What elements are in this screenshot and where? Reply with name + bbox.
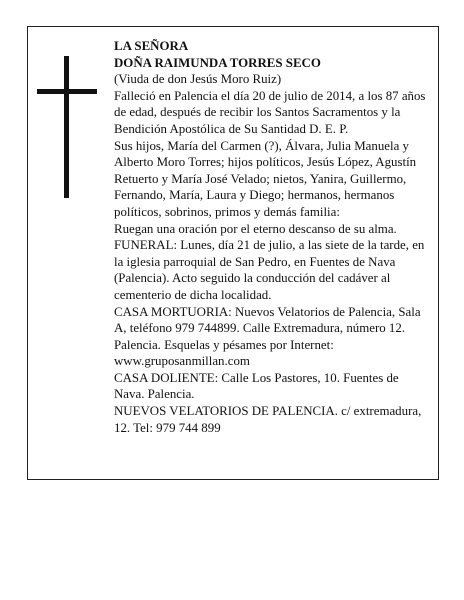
velatorios-paragraph: NUEVOS VELATORIOS DE PALENCIA. c/ extremadura, 12. Tel: 979 744 899 — [114, 404, 422, 435]
funeral-paragraph: FUNERAL: Lunes, día 21 de julio, a las siete de la tarde, en la iglesia parroquial de San Pedro, en Fuentes de Nava (Palencia). Acto seguido la conducción del cadáver al cementerio de dicha localidad. — [114, 238, 425, 302]
deceased-name: DOÑA RAIMUNDA TORRES SECO — [114, 55, 321, 70]
family-paragraph: Sus hijos, María del Carmen (?), Álvara, Julia Manuela y Alberto Moro Torres; hijos políticos, Jesús López, Agustín Retuerto y María José Velado; nietos, Yanira, Guillermo, Fernando, María, Laura y Diego; hermanos, hermanos políticos, sobrinos, primos y demás familia: — [114, 138, 417, 219]
widow-line: (Viuda de don Jesús Moro Ruiz) — [114, 72, 282, 87]
cross-vertical-bar — [64, 56, 69, 198]
cross-horizontal-bar — [37, 89, 97, 94]
death-paragraph: Falleció en Palencia el día 20 de julio de 2014, a los 87 años de edad, después de recibir los Santos Sacramentos y la Bendición Apostólica de Su Santidad D. E. P. — [114, 88, 426, 136]
obituary-text — [114, 38, 430, 436]
mortuary-paragraph: CASA MORTUORIA: Nuevos Velatorios de Palencia, Sala A, teléfono 979 744899. Calle Extremadura, número 12. Palencia. Esquelas y pésames por Internet: www.gruposanmillan.com — [114, 304, 421, 369]
mourning-house-paragraph: CASA DOLIENTE: Calle Los Pastores, 10. Fuentes de Nava. Palencia. — [114, 370, 399, 402]
cross-icon — [37, 56, 97, 198]
title-line: LA SEÑORA — [114, 39, 189, 53]
prayer-line: Ruegan una oración por el eterno descanso de su alma. — [114, 221, 397, 236]
